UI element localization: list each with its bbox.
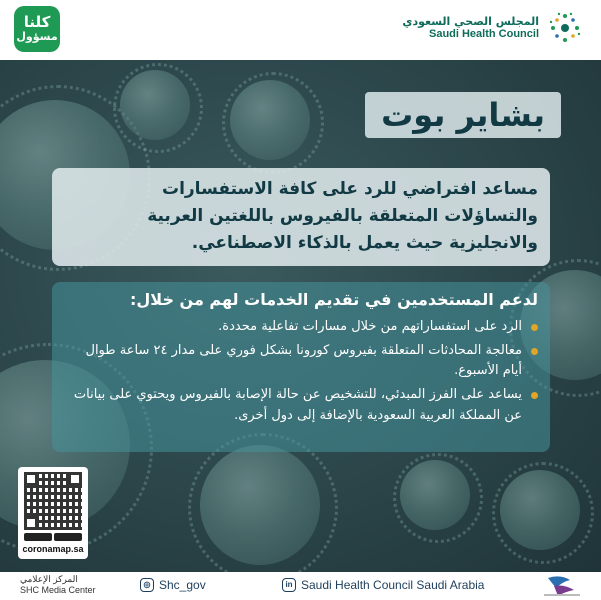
virus-illustration xyxy=(200,445,320,565)
linkedin-link[interactable] xyxy=(282,578,484,592)
media-center-label xyxy=(20,574,96,596)
linkedin-icon: in xyxy=(282,578,296,592)
media-center-ar: المركز الإعلامي xyxy=(20,574,78,584)
kulluna-masool-badge xyxy=(14,6,60,52)
media-center-en: SHC Media Center xyxy=(20,584,96,595)
org-name-en: Saudi Health Council xyxy=(428,28,539,40)
instagram-handle: Shc_gov xyxy=(159,578,206,592)
title-text: بشاير بوت xyxy=(381,96,545,134)
shc-logo xyxy=(402,10,583,46)
page-title xyxy=(365,92,561,138)
org-name-ar: المجلس الصحي السعودي xyxy=(402,14,539,28)
features-list xyxy=(64,317,538,426)
qr-code-icon[interactable] xyxy=(24,472,82,530)
virus-illustration xyxy=(230,80,310,160)
app-store-badges xyxy=(24,533,82,541)
badge-line2: مسؤول xyxy=(16,30,58,44)
badge-line1: كلنا xyxy=(23,13,51,32)
list-item: الرد على استفساراتهم من خلال مسارات تفاعلية محددة. xyxy=(64,317,538,337)
health-info-center-logo-icon xyxy=(540,574,584,598)
linkedin-handle: Saudi Health Council Saudi Arabia xyxy=(301,578,485,592)
instagram-icon: ◎ xyxy=(140,578,154,592)
qr-url: coronamap.sa xyxy=(22,544,84,554)
virus-illustration xyxy=(400,460,470,530)
features-box xyxy=(52,282,550,452)
header xyxy=(0,0,601,60)
shc-emblem-icon xyxy=(547,10,583,46)
intro-text: مساعد افتراضي للرد على كافة الاستفسارات والتساؤلات المتعلقة بالفيروس باللغتين العربية والانجليزية حيث يعمل بالذكاء الاصطناعي. xyxy=(52,168,550,266)
instagram-link[interactable] xyxy=(140,578,206,592)
qr-card[interactable] xyxy=(18,467,88,559)
list-item: يساعد على الفرز المبدئي، للتشخيص عن حالة الإصابة بالفيروس ويحتوي على بيانات عن المملكة العربية السعودية بالإضافة إلى دول أخرى. xyxy=(64,385,538,425)
virus-illustration xyxy=(500,470,580,550)
list-item: معالجة المحادثات المتعلقة بفيروس كورونا بشكل فوري على مدار ٢٤ ساعة طوال أيام الأسبوع. xyxy=(64,341,538,381)
virus-illustration xyxy=(120,70,190,140)
footer xyxy=(0,572,601,600)
features-heading: لدعم المستخدمين في تقديم الخدمات لهم من خلال: xyxy=(130,290,538,309)
main-poster xyxy=(0,60,601,572)
